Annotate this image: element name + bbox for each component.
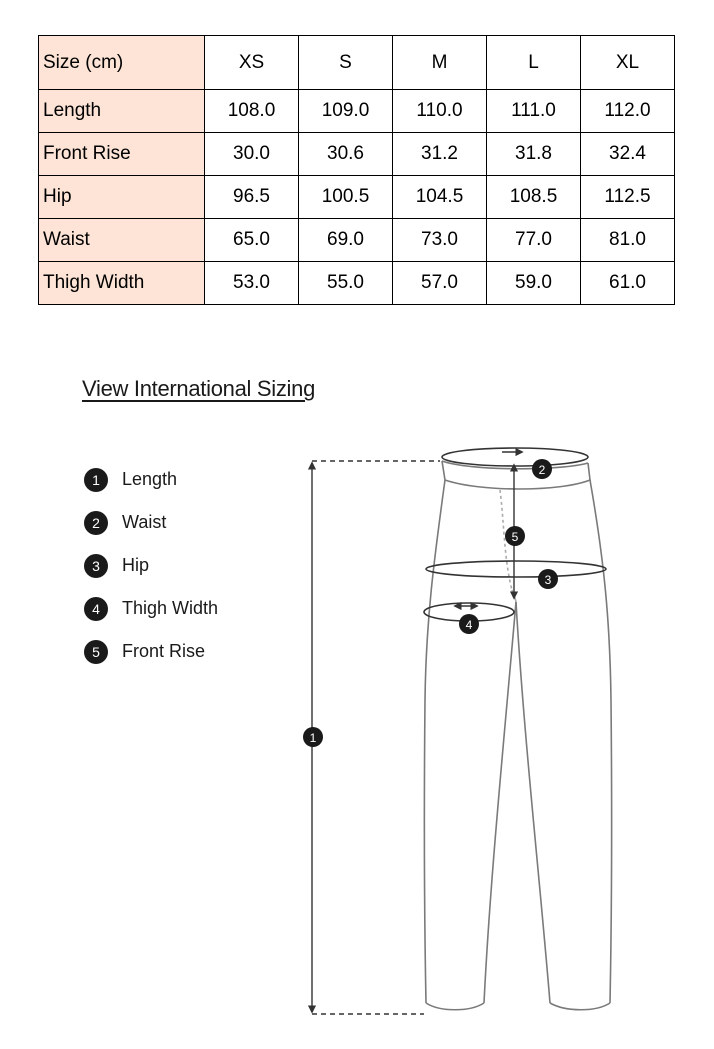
table-cell: 109.0 xyxy=(299,90,393,133)
legend-label: Front Rise xyxy=(122,641,206,661)
number-badge-icon: 5 xyxy=(84,640,108,664)
table-cell: 112.5 xyxy=(581,176,675,219)
marker-length-icon xyxy=(303,727,323,747)
number-badge-icon: 4 xyxy=(84,597,108,621)
marker-hip-label: 3 xyxy=(544,573,552,587)
header-xs: XS xyxy=(205,36,299,90)
header-m: M xyxy=(393,36,487,90)
marker-rise-label: 5 xyxy=(511,530,519,544)
table-cell: 31.2 xyxy=(393,133,487,176)
header-s: S xyxy=(299,36,393,90)
marker-waist-icon xyxy=(532,459,552,479)
legend-label: Length xyxy=(122,469,178,489)
table-cell: 96.5 xyxy=(205,176,299,219)
header-xl: XL xyxy=(581,36,675,90)
marker-rise-icon xyxy=(505,526,525,546)
header-size-cm: Size (cm) xyxy=(39,36,205,90)
legend-label: Waist xyxy=(122,512,167,532)
table-cell: 65.0 xyxy=(205,219,299,262)
marker-hip-icon xyxy=(538,569,558,589)
row-label: Thigh Width xyxy=(39,262,205,305)
table-cell: 108.5 xyxy=(487,176,581,219)
table-cell: 73.0 xyxy=(393,219,487,262)
hip-measure xyxy=(426,561,606,577)
row-label: Length xyxy=(39,90,205,133)
table-cell: 32.4 xyxy=(581,133,675,176)
table-cell: 53.0 xyxy=(205,262,299,305)
table-cell: 61.0 xyxy=(581,262,675,305)
legend-label: Thigh Width xyxy=(122,598,219,618)
legend-label: Hip xyxy=(122,555,150,575)
marker-waist-label: 2 xyxy=(538,463,546,477)
table-cell: 111.0 xyxy=(487,90,581,133)
length-measure xyxy=(309,461,440,1014)
table-cell: 104.5 xyxy=(393,176,487,219)
marker-thigh-icon xyxy=(459,614,479,634)
table-cell: 77.0 xyxy=(487,219,581,262)
view-international-sizing-link[interactable]: View International Sizing xyxy=(82,376,316,401)
number-badge-icon: 3 xyxy=(84,554,108,578)
table-cell: 100.5 xyxy=(299,176,393,219)
row-label: Front Rise xyxy=(39,133,205,176)
row-label: Hip xyxy=(39,176,205,219)
table-cell: 69.0 xyxy=(299,219,393,262)
table-cell: 81.0 xyxy=(581,219,675,262)
number-badge-icon: 1 xyxy=(84,468,108,492)
table-cell: 112.0 xyxy=(581,90,675,133)
header-l: L xyxy=(487,36,581,90)
table-cell: 59.0 xyxy=(487,262,581,305)
marker-length-label: 1 xyxy=(309,731,317,745)
waist-measure xyxy=(442,448,588,466)
table-cell: 31.8 xyxy=(487,133,581,176)
table-cell: 30.6 xyxy=(299,133,393,176)
marker-thigh-label: 4 xyxy=(465,618,473,632)
row-label: Waist xyxy=(39,219,205,262)
table-cell: 108.0 xyxy=(205,90,299,133)
number-badge-icon: 2 xyxy=(84,511,108,535)
table-cell: 55.0 xyxy=(299,262,393,305)
table-cell: 30.0 xyxy=(205,133,299,176)
table-cell: 57.0 xyxy=(393,262,487,305)
table-cell: 110.0 xyxy=(393,90,487,133)
